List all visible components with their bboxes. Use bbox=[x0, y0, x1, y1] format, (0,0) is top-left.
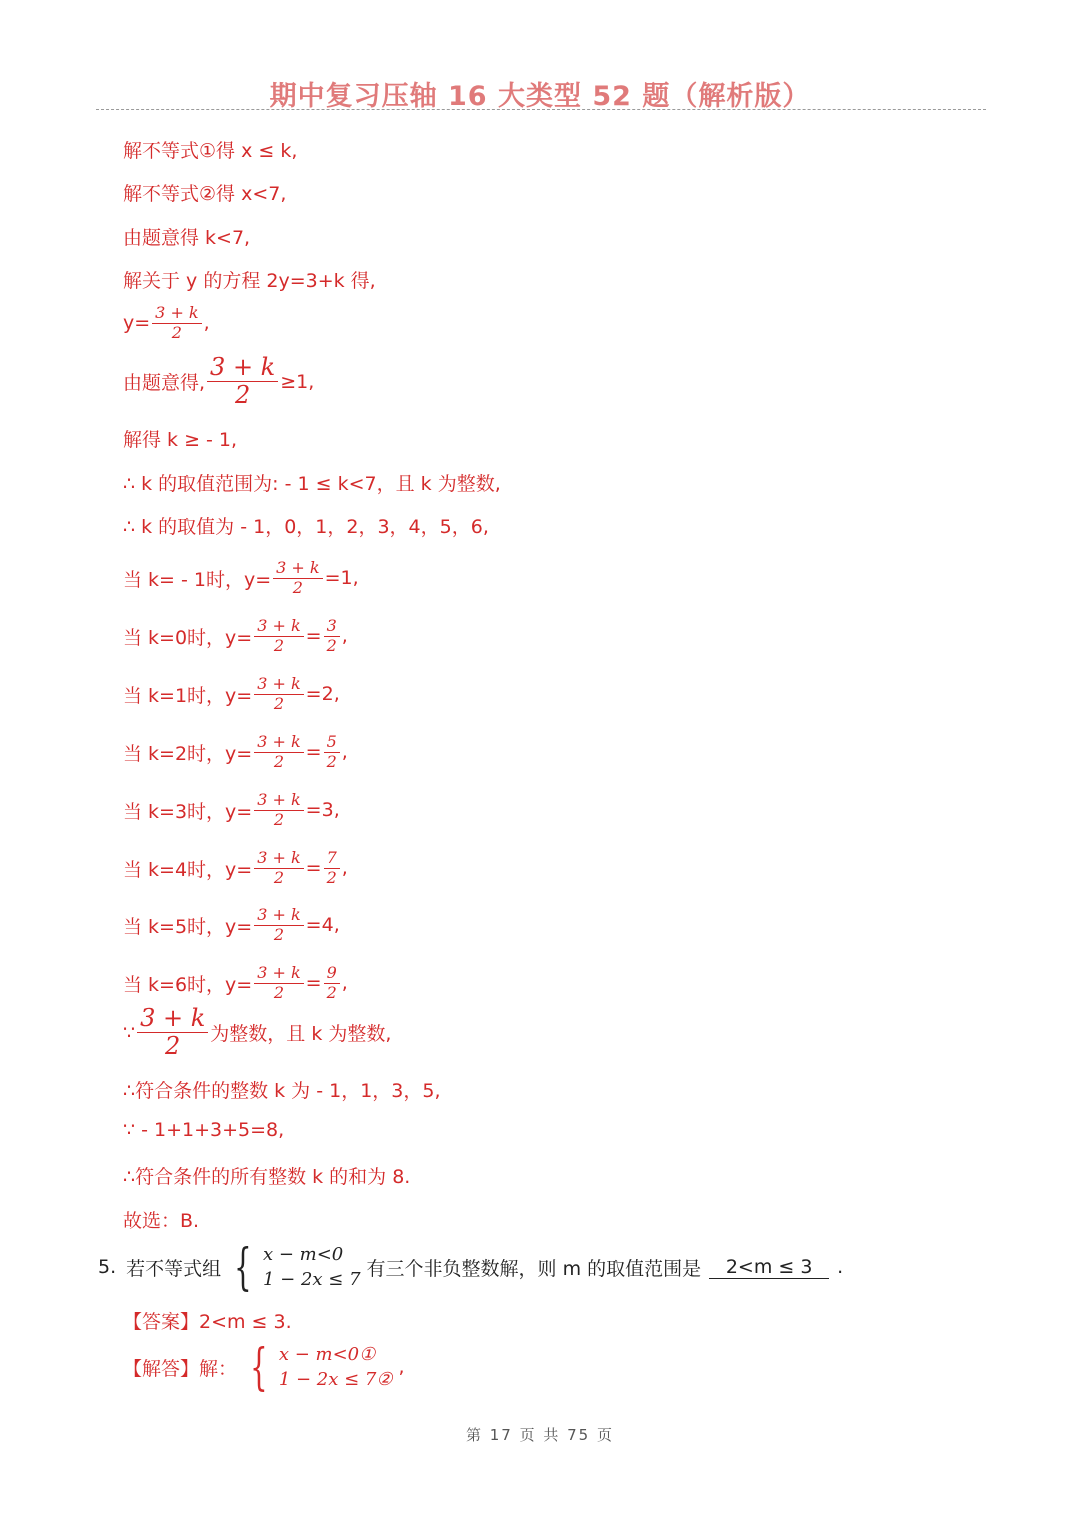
fraction-numerator: 3 + k bbox=[152, 305, 201, 324]
fraction bbox=[254, 792, 303, 829]
problem-text: 若不等式组 bbox=[126, 1257, 222, 1280]
fraction-denominator: 2 bbox=[273, 635, 285, 655]
fraction bbox=[254, 907, 303, 944]
case-line bbox=[123, 560, 359, 597]
solution-suffix: , bbox=[398, 1356, 405, 1379]
case-prefix: 当 k=3时，y= bbox=[123, 800, 253, 823]
case-line bbox=[123, 850, 348, 887]
fraction bbox=[254, 965, 303, 1002]
fraction-numerator: 3 + k bbox=[254, 676, 303, 695]
fraction-numerator: 3 + k bbox=[207, 355, 278, 382]
fraction-denominator: 2 bbox=[171, 322, 182, 342]
case-suffix: , bbox=[333, 683, 340, 706]
text-line: ∴ k 的取值为 - 1，0，1，2，3，4，5，6, bbox=[123, 516, 489, 538]
formula-suffix: , bbox=[203, 312, 210, 335]
fraction-denominator: 2 bbox=[273, 924, 285, 944]
formula-suffix: ≥1, bbox=[280, 370, 315, 393]
fraction-denominator: 2 bbox=[273, 809, 285, 829]
formula-line bbox=[123, 305, 210, 342]
inequality-system bbox=[243, 1338, 393, 1397]
answer-blank: 2<m ≤ 3 bbox=[709, 1256, 829, 1279]
fraction-numerator: 3 + k bbox=[254, 618, 303, 637]
case-result: = bbox=[305, 972, 322, 995]
case-result: =1 bbox=[324, 567, 353, 590]
case-line bbox=[123, 965, 348, 1002]
case-suffix: , bbox=[341, 857, 348, 880]
problem-end: . bbox=[837, 1256, 844, 1279]
header-divider bbox=[96, 109, 986, 110]
case-line bbox=[123, 734, 348, 771]
fraction bbox=[207, 355, 278, 408]
page-title: 期中复习压轴 16 大类型 52 题（解析版） bbox=[269, 81, 811, 112]
formula-suffix: 为整数，且 k 为整数, bbox=[210, 1023, 392, 1046]
result-denominator: 2 bbox=[326, 982, 337, 1002]
case-result: = bbox=[305, 741, 322, 764]
fraction-numerator: 3 + k bbox=[254, 965, 303, 984]
result-denominator: 2 bbox=[326, 867, 337, 887]
fraction bbox=[273, 560, 322, 597]
inequality-row: 1 − 2x ≤ 7② bbox=[278, 1369, 393, 1391]
inequality-system bbox=[227, 1238, 361, 1297]
result-numerator: 9 bbox=[324, 965, 340, 984]
case-suffix: , bbox=[341, 972, 348, 995]
fraction bbox=[254, 734, 303, 771]
case-suffix: , bbox=[333, 799, 340, 822]
fraction-numerator: 3 + k bbox=[273, 560, 322, 579]
fraction bbox=[137, 1006, 208, 1059]
case-line bbox=[123, 792, 340, 829]
fraction-numerator: 3 + k bbox=[254, 792, 303, 811]
case-line bbox=[123, 907, 340, 944]
result-fraction bbox=[324, 850, 340, 887]
case-prefix: 当 k=2时，y= bbox=[123, 742, 253, 765]
formula-line bbox=[123, 1006, 391, 1059]
case-result: =2 bbox=[305, 683, 334, 706]
case-prefix: 当 k=0时，y= bbox=[123, 626, 253, 649]
case-result: = bbox=[305, 857, 322, 880]
fraction bbox=[152, 305, 201, 342]
case-suffix: , bbox=[352, 567, 359, 590]
text-line: ∴符合条件的所有整数 k 的和为 8. bbox=[123, 1166, 411, 1188]
brace-icon: { bbox=[250, 1338, 268, 1397]
case-suffix: , bbox=[341, 741, 348, 764]
case-prefix: 当 k= - 1时，y= bbox=[123, 568, 272, 591]
text-line: 故选：B. bbox=[123, 1210, 200, 1232]
fraction-numerator: 3 + k bbox=[254, 850, 303, 869]
result-fraction bbox=[324, 618, 340, 655]
brace-icon: { bbox=[234, 1238, 252, 1297]
problem-text: 有三个非负整数解，则 m 的取值范围是 bbox=[366, 1257, 702, 1280]
case-suffix: , bbox=[333, 914, 340, 937]
case-line bbox=[123, 618, 348, 655]
fraction-denominator: 2 bbox=[273, 982, 285, 1002]
result-denominator: 2 bbox=[326, 635, 337, 655]
text-line: 解不等式①得 x ≤ k, bbox=[123, 140, 298, 162]
fraction-denominator: 2 bbox=[273, 693, 285, 713]
result-numerator: 5 bbox=[324, 734, 340, 753]
text-line: ∴符合条件的整数 k 为 - 1，1，3，5, bbox=[123, 1080, 441, 1102]
formula-line bbox=[123, 355, 314, 408]
result-numerator: 3 bbox=[324, 618, 340, 637]
inequality-row: x − m<0① bbox=[278, 1344, 376, 1365]
fraction-denominator: 2 bbox=[273, 751, 285, 771]
fraction-numerator: 3 + k bbox=[254, 907, 303, 926]
result-fraction bbox=[324, 965, 340, 1002]
case-prefix: 当 k=4时，y= bbox=[123, 858, 253, 881]
problem-number: 5. bbox=[98, 1256, 117, 1279]
result-denominator: 2 bbox=[326, 751, 337, 771]
case-result: =3 bbox=[305, 799, 334, 822]
formula-prefix: 由题意得, bbox=[123, 372, 206, 395]
fraction bbox=[254, 618, 303, 655]
case-prefix: 当 k=6时，y= bbox=[123, 973, 253, 996]
case-result: =4 bbox=[305, 914, 334, 937]
page-number: 第 17 页 共 75 页 bbox=[465, 1426, 614, 1444]
text-line: ∵ - 1+1+3+5=8, bbox=[123, 1119, 285, 1141]
case-prefix: 当 k=1时，y= bbox=[123, 684, 253, 707]
problem-5 bbox=[98, 1238, 844, 1297]
formula-prefix: ∵ bbox=[123, 1021, 136, 1044]
result-fraction bbox=[324, 734, 340, 771]
inequality-row: 1 − 2x ≤ 7 bbox=[262, 1269, 361, 1291]
fraction-denominator: 2 bbox=[273, 867, 285, 887]
case-result: = bbox=[305, 625, 322, 648]
text-line: 解关于 y 的方程 2y=3+k 得, bbox=[123, 270, 376, 292]
fraction bbox=[254, 850, 303, 887]
solution-line bbox=[123, 1338, 405, 1397]
fraction-denominator: 2 bbox=[235, 381, 251, 410]
formula-prefix: y= bbox=[123, 312, 151, 335]
fraction-denominator: 2 bbox=[165, 1032, 181, 1061]
case-suffix: , bbox=[341, 625, 348, 648]
fraction-numerator: 3 + k bbox=[254, 734, 303, 753]
case-prefix: 当 k=5时，y= bbox=[123, 915, 253, 938]
case-line bbox=[123, 676, 340, 713]
result-numerator: 7 bbox=[324, 850, 340, 869]
text-line: 由题意得 k<7, bbox=[123, 227, 251, 249]
text-line: 解不等式②得 x<7, bbox=[123, 183, 287, 205]
fraction-denominator: 2 bbox=[292, 577, 303, 597]
fraction bbox=[254, 676, 303, 713]
text-line: 解得 k ≥ - 1, bbox=[123, 429, 238, 451]
fraction-numerator: 3 + k bbox=[137, 1006, 208, 1033]
text-line: ∴ k 的取值范围为: - 1 ≤ k<7，且 k 为整数, bbox=[123, 473, 501, 495]
inequality-row: x − m<0 bbox=[262, 1244, 344, 1265]
answer-line: 【答案】2<m ≤ 3. bbox=[123, 1311, 292, 1333]
solution-label: 【解答】解： bbox=[123, 1357, 238, 1380]
